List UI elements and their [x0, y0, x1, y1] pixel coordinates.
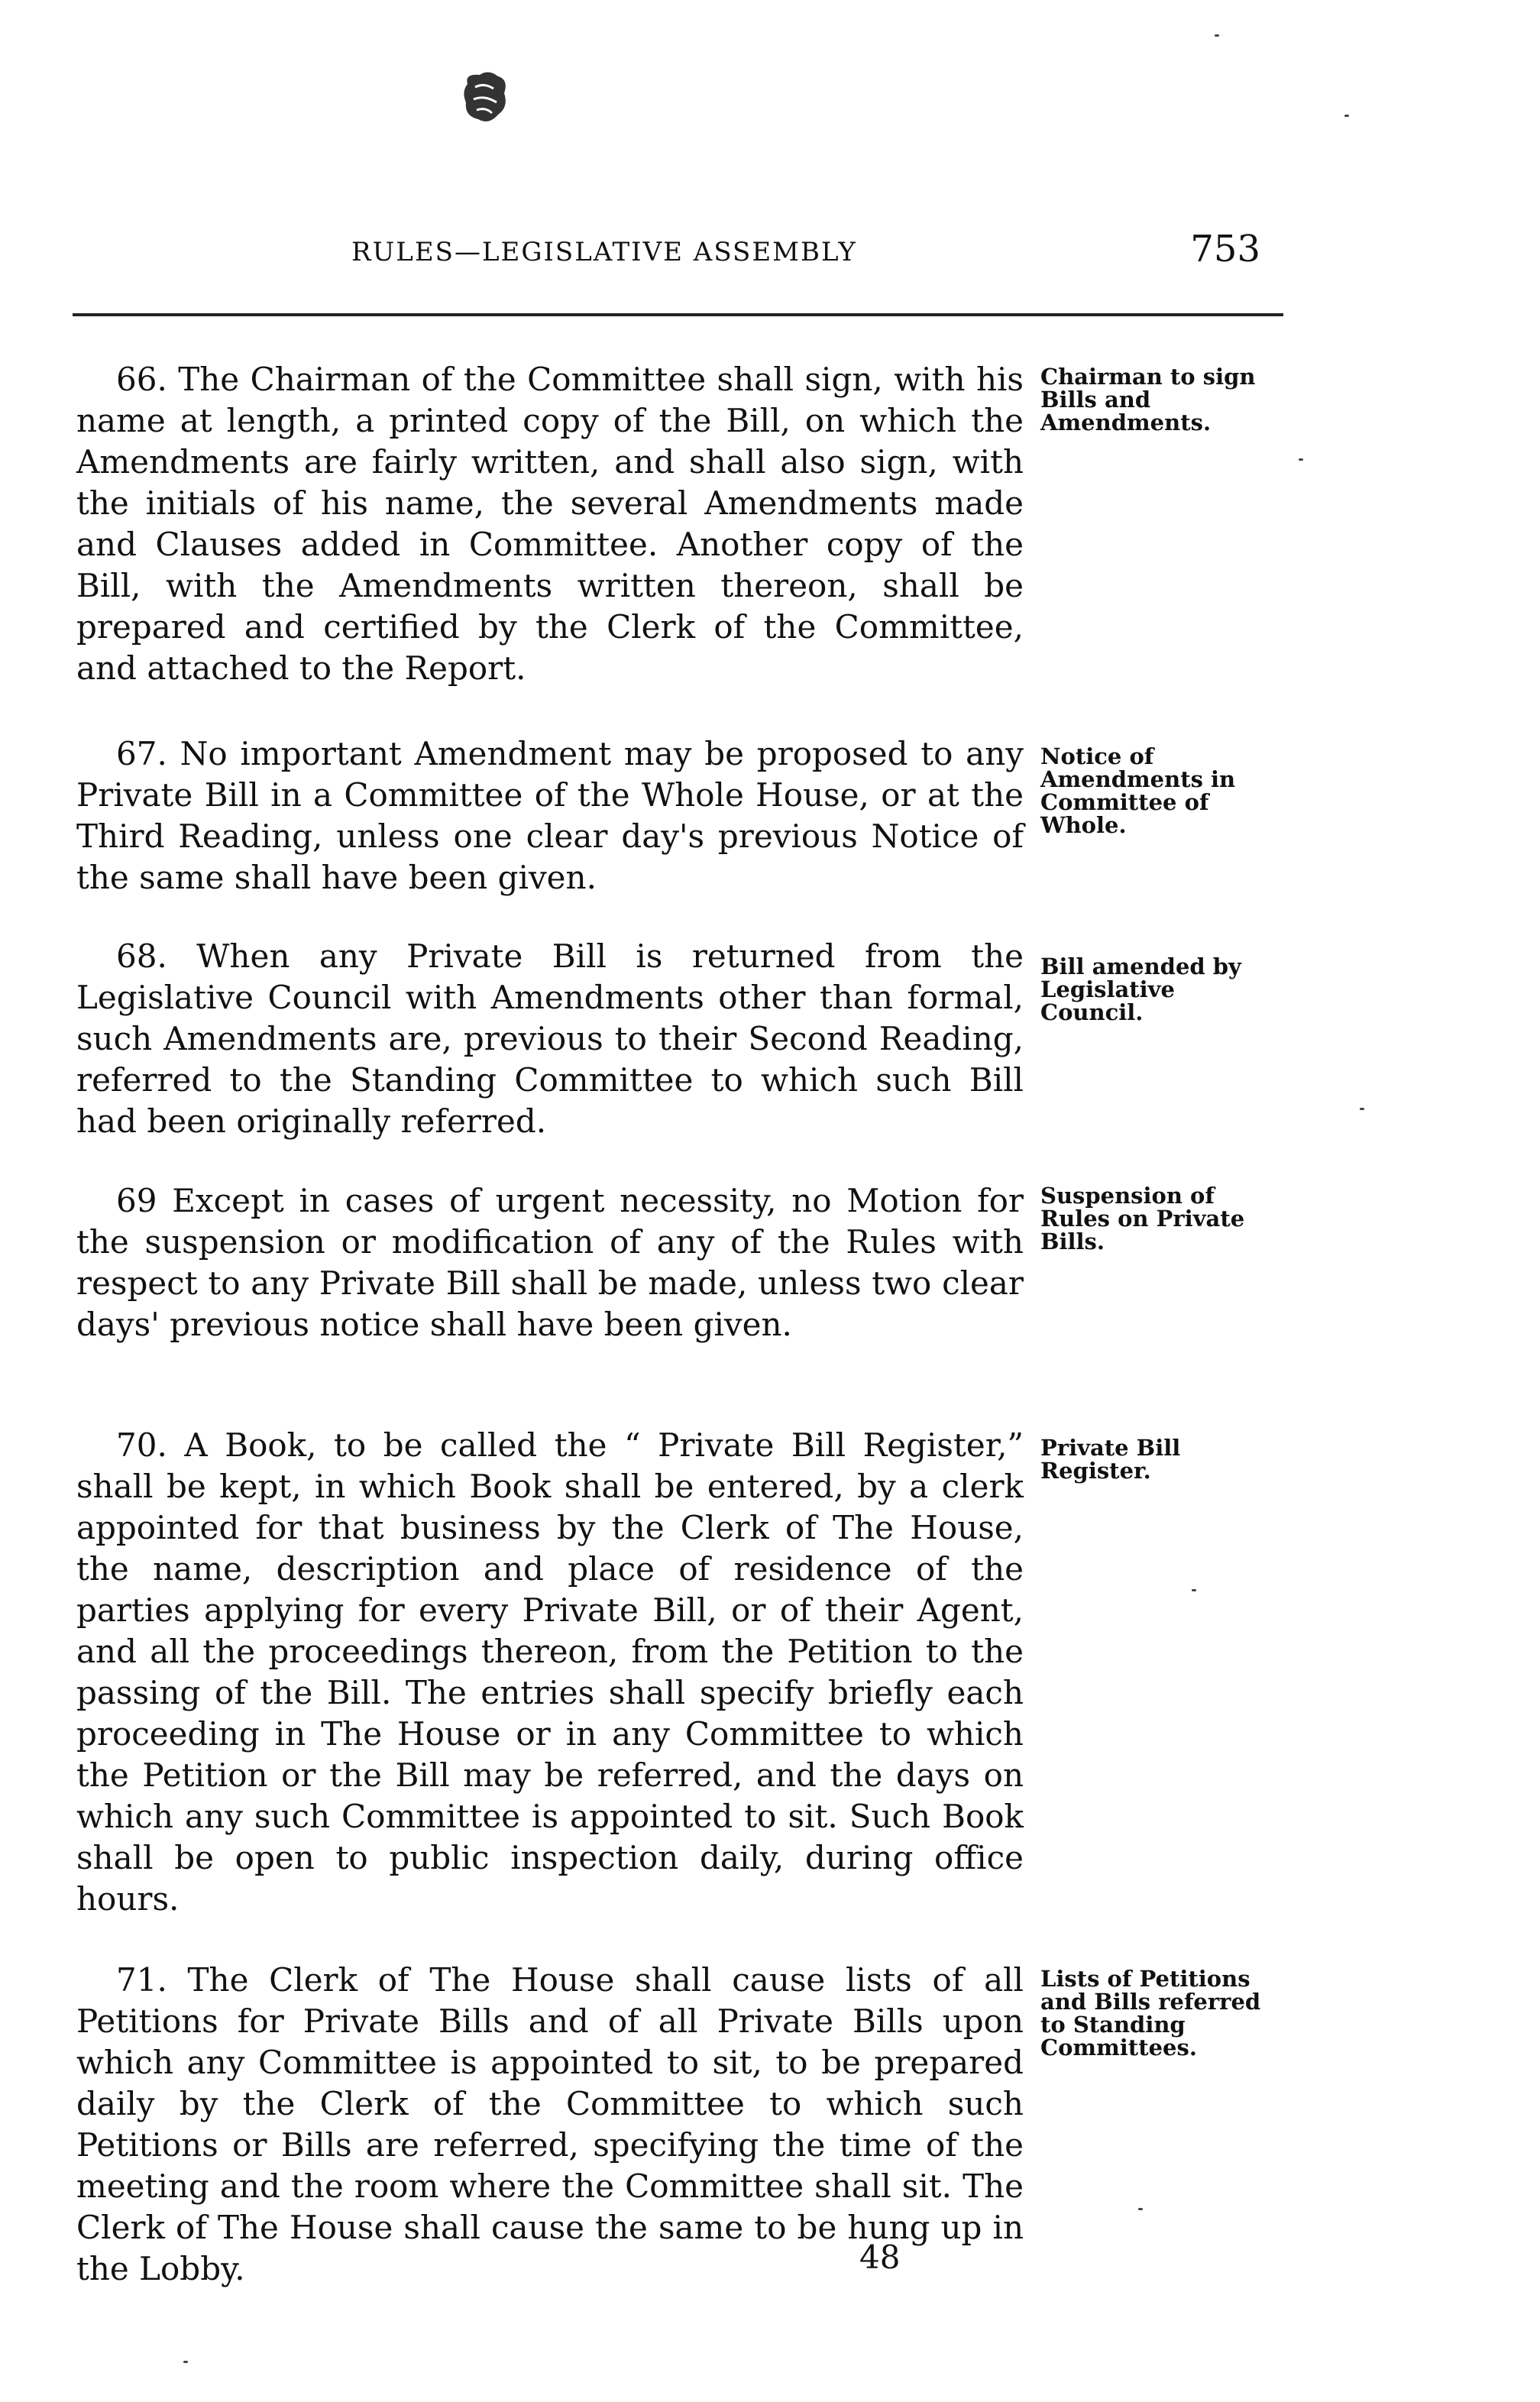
rule-66-text: 66. The Chairman of the Committee shall sign, with his name at length, a printed copy of the Bill, on which the Amendments are fairly written, and shall also sign, with the initials of his name, the several Amendments made and Clauses added in Committee. Another copy of the Bill, with the Amendments written thereon, shall be prepared and certified by the Clerk of the Committee, and attached to the Report. — [76, 361, 1024, 687]
margin-note-67: Notice of Amendments in Committee of Whole. — [1040, 743, 1236, 838]
folio-signature: 48 — [859, 2239, 901, 2276]
margin-note-69: Suspension of Rules on Private Bills. — [1040, 1183, 1245, 1254]
rule-69 — [76, 1180, 1024, 1345]
rule-67-text: 67. No important Amendment may be proposed to any Private Bill in a Committee of the Whole House, or at the Third Reading, unless one clear day's previous Notice of the same shall have been given. — [76, 735, 1024, 896]
margin-note-70: Private Bill Register. — [1040, 1435, 1181, 1484]
scan-speck — [1299, 458, 1303, 461]
rule-68-text: 68. When any Private Bill is returned from the Legislative Council with Amendments other than formal, such Amendments are, previous to their Second Reading, referred to the Standing Committee to which such Bill had been originally referred. — [76, 937, 1024, 1140]
margin-note-66: Chairman to sign Bills and Amendments. — [1040, 364, 1256, 435]
rule-70-text: 70. A Book, to be called the “ Private Bill Register,” shall be kept, in which Book shall be entered, by a clerk appointed for that business by the Clerk of The House, the name, description and place of residence of the parties applying for every Private Bill, or of their Agent, and all the proceedings thereon, from the Petition to the passing of the Bill. The entries shall specify briefly each proceeding in The House or in any Committee to which the Petition or the Bill may be referred, and the days on which any such Committee is appointed to sit. Such Book shall be open to public inspection daily, during office hours. — [76, 1426, 1024, 1918]
scan-speck — [1344, 115, 1349, 117]
scan-speck — [1360, 1108, 1364, 1110]
running-title: RULES—LEGISLATIVE ASSEMBLY — [351, 237, 857, 267]
header-rule — [73, 313, 1283, 316]
rule-66 — [76, 359, 1024, 689]
rule-70 — [76, 1425, 1024, 1920]
rule-67 — [76, 733, 1024, 898]
scan-speck — [1215, 34, 1219, 37]
margin-note-68: Bill amended by Legislative Council. — [1040, 953, 1241, 1025]
margin-note-71: Lists of Petitions and Bills referred to Standing Committees. — [1040, 1966, 1261, 2060]
printer-ornament — [458, 69, 512, 130]
scan-speck — [183, 2361, 188, 2363]
rule-68 — [76, 936, 1024, 1142]
page-header — [306, 228, 1260, 283]
page-number: 753 — [1190, 228, 1260, 270]
scan-speck — [1192, 1589, 1196, 1591]
scan-speck — [1138, 2208, 1143, 2210]
rule-69-text: 69 Except in cases of urgent necessity, no Motion for the suspension or modification of any of the Rules with respect to any Private Bill shall be made, unless two clear days' previous notice shall have been given. — [76, 1182, 1024, 1343]
rule-71-text: 71. The Clerk of The House shall cause lists of all Petitions for Private Bills and of all Private Bills upon which any Committee is appointed to sit, to be prepared daily by the Clerk of the Committee to which such Petitions or Bills are referred, specifying the time of the meeting and the room where the Committee shall sit. The Clerk of The House shall cause the same to be hung up in the Lobby. — [76, 1961, 1024, 2287]
